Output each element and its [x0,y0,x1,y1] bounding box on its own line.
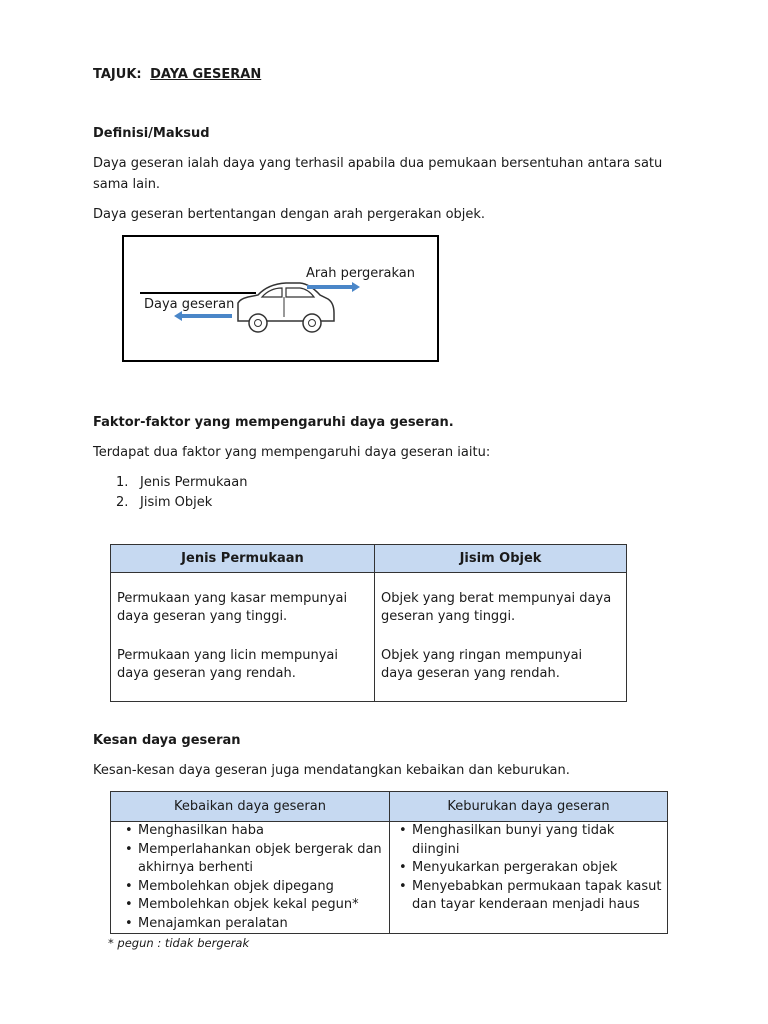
factor-table [110,544,627,702]
effects-heading: Kesan daya geseran [93,733,241,748]
friction-arrow-head [174,311,182,321]
list-item: 1. Jenis Permukaan [116,475,248,490]
drawbacks-list [398,822,661,915]
definition-heading: Definisi/Maksud [93,126,210,141]
effects-intro: Kesan-kesan daya geseran juga mendatangkan kebaikan dan keburukan. [93,763,570,778]
benefits-list [124,822,382,933]
table-header-drawbacks: Keburukan daya geseran [390,792,667,822]
mass-heavy-text: Objek yang berat mempunyai daya geseran yang tinggi. [381,591,612,624]
footnote-text: pegun : tidak bergerak [117,936,250,950]
footnote-star: * [108,936,114,950]
surface-rough-text: Permukaan yang kasar mempunyai daya geseran yang tinggi. [117,591,348,624]
list-item: • Memperlahankan objek bergerak dan akhirnya berhenti [124,841,382,878]
list-item: • Menghasilkan bunyi yang tidak diingini [398,822,661,859]
title-topic: DAYA GESERAN [150,67,262,82]
table-header-surface: Jenis Permukaan [111,545,374,573]
car-hub-front [255,320,262,327]
table-header-mass: Jisim Objek [375,545,626,573]
definition-text-2: Daya geseran bertentangan dengan arah pergerakan objek. [93,207,486,222]
table-header-benefits: Kebaikan daya geseran [111,792,389,822]
list-item: • Menyebabkan permukaan tapak kasut dan tayar kenderaan menjadi haus [398,878,661,915]
title-prefix: TAJUK: [93,67,142,82]
footnote [108,936,249,950]
definition-text-line1: Daya geseran ialah daya yang terhasil apabila dua pemukaan bersentuhan antara satu [93,156,663,171]
list-item: • Membolehkan objek kekal pegun* [124,896,382,915]
list-item: • Menghasilkan haba [124,822,382,841]
list-item: • Menajamkan peralatan [124,915,382,934]
surface-smooth-text: Permukaan yang licin mempunyai daya geseran yang rendah. [117,648,338,681]
motion-label: Arah pergerakan [306,266,416,281]
factors-heading: Faktor-faktor yang mempengaruhi daya geseran. [93,415,454,430]
friction-label: Daya geseran [144,297,235,312]
definition-text-line2: sama lain. [93,177,161,192]
list-item: • Membolehkan objek dipegang [124,878,382,897]
effects-table [110,791,668,934]
friction-diagram [122,235,439,362]
list-item: 2. Jisim Objek [116,495,213,510]
factors-intro: Terdapat dua faktor yang mempengaruhi daya geseran iaitu: [93,445,491,460]
motion-arrow-head [352,282,360,292]
page-title [93,67,261,82]
list-item: • Menyukarkan pergerakan objek [398,859,661,878]
factors-list [116,473,247,513]
car-hub-rear [309,320,316,327]
mass-light-text: Objek yang ringan mempunyai daya geseran yang rendah. [381,648,583,681]
